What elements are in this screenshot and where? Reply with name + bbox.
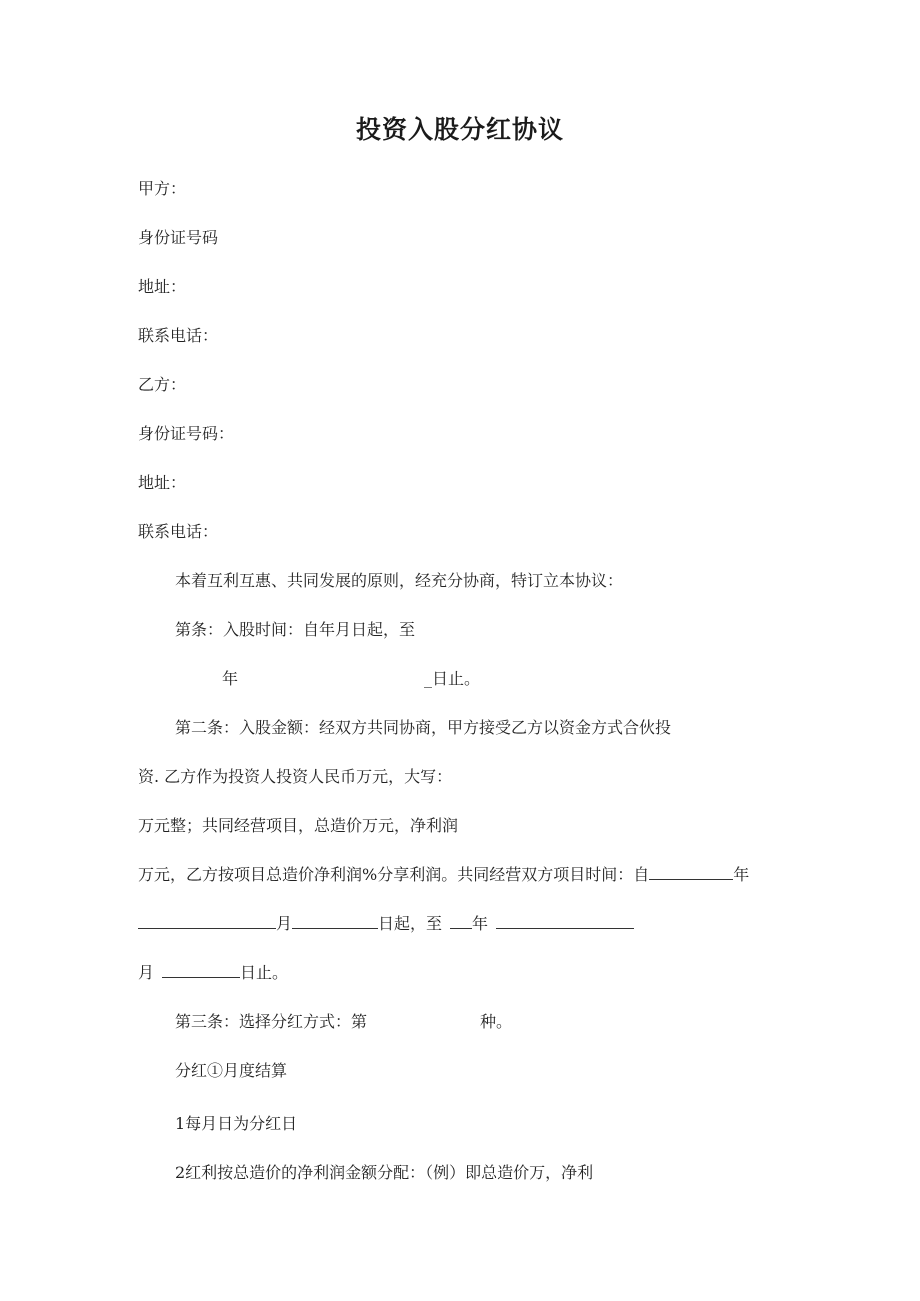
article2-line4	[138, 864, 749, 886]
party-a-id-label: 身份证号码	[138, 228, 219, 247]
article3-suffix: 种。	[480, 1012, 513, 1031]
article2-line5-month: 月	[276, 914, 293, 933]
blank-end-month	[496, 913, 634, 929]
blank-start-month	[138, 913, 276, 929]
article2-line5-day-start: 日起，至	[378, 914, 443, 933]
party-a-label: 甲方：	[138, 179, 187, 198]
dividend-item-2: 2红利按总造价的净利润金额分配：（例）即总造价万，净利	[175, 1163, 594, 1182]
blank-start-year	[649, 864, 733, 880]
article3-prefix: 第三条：选择分红方式：第	[175, 1012, 368, 1031]
article1-cont-end: _日止。	[424, 669, 481, 688]
article2-line6-end: 日止。	[240, 963, 289, 982]
blank-end-year	[450, 913, 472, 929]
article1-cont-year: 年	[222, 669, 239, 688]
article2-line1: 第二条：入股金额：经双方共同协商，甲方接受乙方以资金方式合伙投	[175, 718, 672, 737]
party-b-address-label: 地址：	[138, 473, 187, 492]
article2-line5-year: 年	[472, 914, 489, 933]
preamble-paragraph: 本着互利互惠、共同发展的原则，经充分协商，特订立本协议：	[175, 571, 624, 590]
blank-start-day	[292, 913, 378, 929]
article2-line2: 资. 乙方作为投资人投资人民币万元，大写：	[138, 767, 453, 786]
article2-line5	[138, 913, 634, 935]
article1-text: 第条：入股时间：自年月日起，至	[175, 620, 416, 639]
party-a-address-label: 地址：	[138, 277, 187, 296]
article2-line3: 万元整；共同经营项目，总造价万元，净利润	[138, 816, 459, 835]
article2-line6-month: 月	[138, 963, 155, 982]
dividend-item-1: 1每月日为分红日	[175, 1114, 298, 1133]
article2-line4-text: 万元，乙方按项目总造价净利润%分享利润。共同经营双方项目时间：自	[138, 865, 650, 884]
party-b-id-label: 身份证号码：	[138, 424, 235, 443]
party-b-phone-label: 联系电话：	[138, 522, 219, 541]
dividend-heading: 分红①月度结算	[175, 1061, 288, 1080]
party-a-phone-label: 联系电话：	[138, 326, 219, 345]
blank-end-day	[162, 962, 240, 978]
article2-line4-year: 年	[733, 865, 750, 884]
party-b-label: 乙方：	[138, 375, 187, 394]
article2-line6	[138, 962, 288, 984]
document-title: 投资入股分红协议	[355, 115, 564, 144]
